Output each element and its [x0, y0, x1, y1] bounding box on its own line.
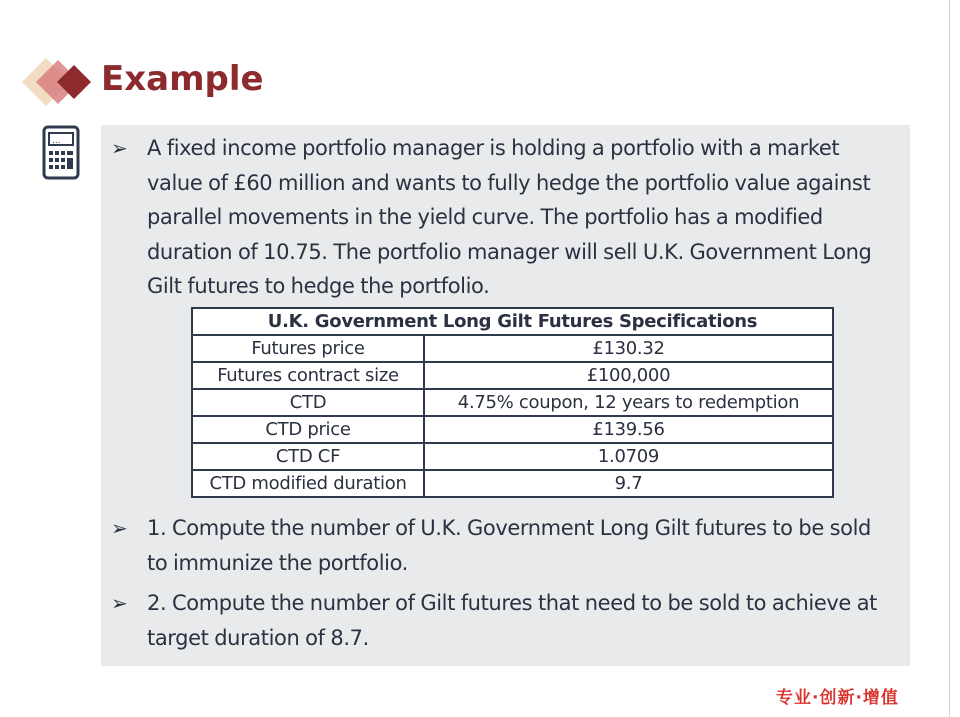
table-row: [192, 470, 833, 497]
bullet-arrow-icon: ➢: [111, 516, 128, 540]
table-row: [192, 362, 833, 389]
row-value: 4.75% coupon, 12 years to redemption: [424, 389, 833, 416]
bullet-arrow-icon: ➢: [111, 591, 128, 615]
calculator-icon: [42, 125, 80, 180]
svg-text:...: ...: [52, 136, 61, 146]
footer-brand-slogan: 专业·创新·增值: [776, 688, 899, 708]
table-row: [192, 443, 833, 470]
row-value: £139.56: [424, 416, 833, 443]
row-value: £130.32: [424, 335, 833, 362]
row-value: £100,000: [424, 362, 833, 389]
diamond-cluster-icon: [22, 56, 102, 108]
table-row: [192, 335, 833, 362]
bullet-arrow-icon: ➢: [111, 136, 128, 160]
question-1: 1. Compute the number of U.K. Government Long Gilt futures to be sold to immunize the portfolio.: [147, 516, 871, 575]
page-title: Example: [101, 59, 264, 99]
table-header-row: [192, 308, 833, 335]
question-2: 2. Compute the number of Gilt futures that need to be sold to achieve at target duration of 8.7.: [147, 591, 877, 650]
right-edge-rule: [949, 0, 950, 717]
row-label: CTD CF: [192, 443, 424, 470]
table-title: U.K. Government Long Gilt Futures Specifications: [192, 308, 833, 335]
row-value: 9.7: [424, 470, 833, 497]
row-value: 1.0709: [424, 443, 833, 470]
table-row: [192, 416, 833, 443]
table-row: [192, 389, 833, 416]
row-label: CTD: [192, 389, 424, 416]
row-label: CTD modified duration: [192, 470, 424, 497]
gilt-futures-spec-table: [191, 307, 834, 498]
intro-paragraph: A fixed income portfolio manager is holding a portfolio with a market value of £60 million and wants to fully hedge the portfolio value against parallel movements in the yield curve. The portfolio has a modified duration of 10.75. The portfolio manager will sell U.K. Government Long Gilt futures to hedge the portfolio.: [147, 136, 872, 299]
content-panel: [101, 125, 910, 666]
row-label: Futures price: [192, 335, 424, 362]
row-label: CTD price: [192, 416, 424, 443]
row-label: Futures contract size: [192, 362, 424, 389]
